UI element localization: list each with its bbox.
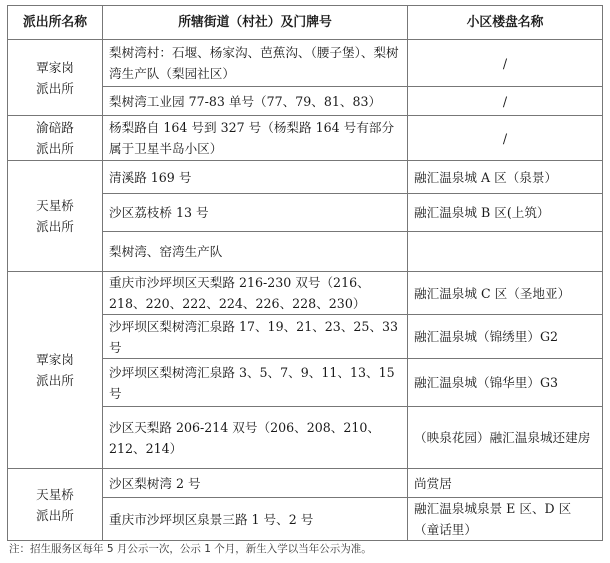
address-cell: 杨梨路自 164 号到 327 号（杨梨路 164 号有部分属于卫星半岛小区） (103, 116, 408, 161)
address-cell: 沙区梨树湾 2 号 (103, 469, 408, 498)
estate-cell: / (408, 87, 603, 116)
address-cell: 沙区荔枝桥 13 号 (103, 194, 408, 232)
estate-cell: 融汇温泉城（锦绣里）G2 (408, 315, 603, 359)
estate-cell: / (408, 116, 603, 161)
header-address: 所辖街道（村社）及门牌号 (103, 6, 408, 40)
address-cell: 沙坪坝区梨树湾汇泉路 17、19、21、23、25、33 号 (103, 315, 408, 359)
estate-cell: 融汇温泉城（锦华里）G3 (408, 359, 603, 407)
table-row (8, 469, 603, 498)
estate-cell: （映泉花园）融汇温泉城还建房 (408, 407, 603, 469)
estate-cell: 融汇温泉城 A 区（泉景） (408, 161, 603, 194)
header-station: 派出所名称 (8, 6, 103, 40)
station-cell: 天星桥 派出所 (8, 161, 103, 272)
table-row (8, 116, 603, 161)
estate-cell: / (408, 40, 603, 87)
table-row (8, 161, 603, 194)
station-cell: 渝碚路 派出所 (8, 116, 103, 161)
station-cell: 天星桥 派出所 (8, 469, 103, 541)
estate-cell: 融汇温泉城 C 区（圣地亚） (408, 272, 603, 315)
address-cell: 沙区天梨路 206-214 双号（206、208、210、212、214） (103, 407, 408, 469)
address-cell: 重庆市沙坪坝区泉景三路 1 号、2 号 (103, 498, 408, 541)
address-cell: 清溪路 169 号 (103, 161, 408, 194)
header-estate: 小区楼盘名称 (408, 6, 603, 40)
address-cell: 梨树湾、窑湾生产队 (103, 232, 408, 272)
estate-cell (408, 232, 603, 272)
estate-cell: 融汇温泉城 B 区(上筑） (408, 194, 603, 232)
header-row (8, 6, 603, 40)
address-cell: 梨树湾村：石堰、杨家沟、芭蕉沟、（腰子堡）、梨树湾生产队（梨园社区） (103, 40, 408, 87)
footnote: 注：招生服务区每年 5 月公示一次，公示 1 个月，新生入学以当年公示为准。 (9, 543, 372, 555)
address-cell: 沙坪坝区梨树湾汇泉路 3、5、7、9、11、13、15 号 (103, 359, 408, 407)
station-cell: 覃家岗 派出所 (8, 40, 103, 116)
estate-cell: 尚赏居 (408, 469, 603, 498)
address-cell: 重庆市沙坪坝区天梨路 216-230 双号（216、218、220、222、224、226、228、230） (103, 272, 408, 315)
address-cell: 梨树湾工业园 77-83 单号（77、79、81、83） (103, 87, 408, 116)
table-row (8, 272, 603, 315)
estate-cell: 融汇温泉城泉景 E 区、D 区（童话里） (408, 498, 603, 541)
school-district-table (7, 5, 603, 541)
station-cell: 覃家岗 派出所 (8, 272, 103, 469)
table-row (8, 40, 603, 87)
